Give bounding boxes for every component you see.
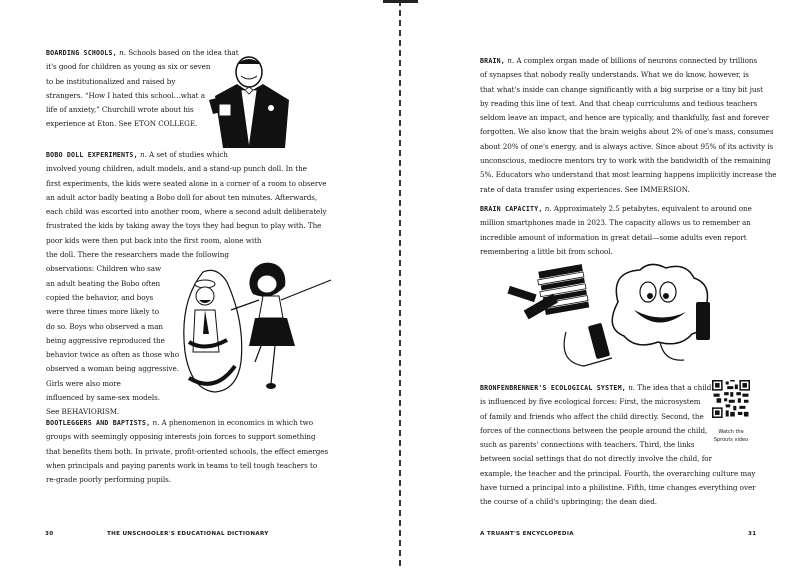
running-head-right: A TRUANT'S ENCYCLOPEDIA	[480, 531, 574, 537]
right-page	[400, 0, 800, 570]
entry-brain-capacity: BRAIN CAPACITY, n. Approximately 2.5 petabytes, equivalent to around one million smartphones made in 2023. The capacity allows us to remember an incredible amount of information in great detail—some adults even report remembering a little bit from school.	[480, 204, 752, 256]
headword: BRAIN,	[480, 57, 506, 65]
bobo-doll-illustration	[175, 262, 345, 397]
entry-brain: BRAIN, n. A complex organ made of billions of neurons connected by trillions of synapses that nobody really understands. What we do know, however, is that what's inside can change significantly with a big surprise or a tiny bit just by reading this line of text. And that cheap curriculums and tedious teachers seldom leave an impact, and hence are typically, and thankfully, fast and forever forgotten. We also know that the brain weighs about 2% of one's mass, consumes about 20% of one's energy, and is always active. Since about 95% of its activity is unconscious, mediocre mentors try to work with the bandwidth of the remaining 5%. Educators who understand that most learning happens implicitly increase the rate of data transfer using experiences. See IMMERSION.	[480, 56, 777, 194]
qr-code-icon[interactable]	[712, 380, 750, 418]
entry-bootleggers-baptists: BOOTLEGGERS AND BAPTISTS, n. A phenomenon in economics in which two groups with seemingly opposing interests join forces to support something that benefits them both. In private, profit-oriented schools, the effect emerges when principals and paying parents work in teams to tell tough teachers to re-grade poorly performing pupils.	[46, 418, 329, 485]
headword: BRONFENBRENNER'S ECOLOGICAL SYSTEM,	[480, 384, 626, 392]
brain-with-phones-illustration	[500, 262, 720, 370]
entry-bronfenbrenner: BRONFENBRENNER'S ECOLOGICAL SYSTEM, n. The idea that a child is influenced by five ecological forces: First, the microsystem of family and friends who affect the child directly. Second, the forces of the connections between the people around the child, such as parents' connections with teachers. Third, the links between social settings that do not directly involve the child, for example, the teacher and the principal. Fourth, the overarching culture may have turned a principal into a philistine. Fifth, time changes everything over the course of a child's upbringing; the dean died.	[480, 383, 756, 507]
headword: BOBO DOLL EXPERIMENTS,	[46, 151, 138, 159]
page-number-right: 31	[748, 531, 757, 537]
churchill-illustration	[205, 52, 295, 148]
headword: BRAIN CAPACITY,	[480, 205, 543, 213]
entry-bobo-doll: BOBO DOLL EXPERIMENTS, n. A set of studies which involved young children, adult models, and a stand-up punch doll. In the first experiments, the kids were seated alone in a corner of a room to observe an adult actor badly beating a Bobo doll for about ten minutes. Afterwards, each child was escorted into another room, where a second adult deliberately frustrated the kids by taking away the toys they had begun to play with. The poor kids were then put back into the first room, alone with the doll. There the researchers made the following observations: Children who saw an adult beating the Bobo often copied the behavior, and boys were three times more likely to do so. Boys who observed a man being aggressive reproduced the behavior twice as often as those who observed a woman being aggressive. Girls were also more influenced by same-sex models. See BEHAVIORISM.	[46, 150, 327, 417]
running-head-left: THE UNSCHOOLER'S EDUCATIONAL DICTIONARY	[107, 531, 269, 537]
headword: BOOTLEGGERS AND BAPTISTS,	[46, 419, 151, 427]
entry-boarding-schools: BOARDING SCHOOLS, n. Schools based on the idea that it's good for children as young as six or seven to be institutionalized and raised by strangers. “How I hated this school…what a life of anxiety,” Churchill wrote about his experience at Eton. See ETON COLLEGE.	[46, 48, 239, 129]
qr-caption: Watch the Sprouts video	[713, 429, 749, 443]
headword: BOARDING SCHOOLS,	[46, 49, 117, 57]
page-number-left: 30	[45, 531, 54, 537]
